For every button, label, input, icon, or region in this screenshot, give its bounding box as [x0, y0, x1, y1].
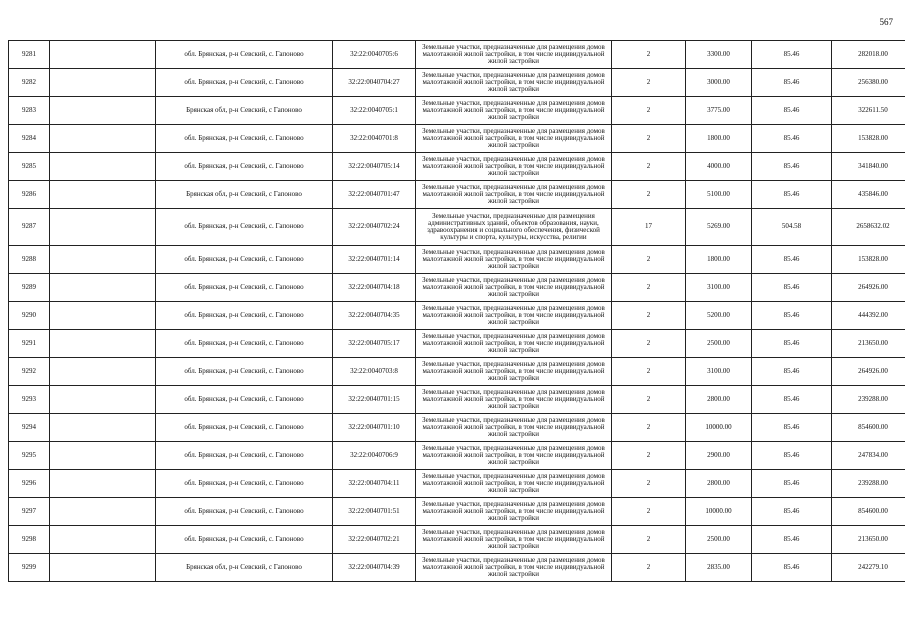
- land-use-cell: Земельные участки, предназначенные для размещения домов малоэтажной жилой застройки, в том числе индивидуальной жилой застройки: [416, 442, 612, 470]
- cadastral-number-cell: 32:22:0040705:6: [333, 41, 416, 69]
- table-row: [9, 97, 905, 125]
- table-row: [9, 526, 905, 554]
- row-number-cell: 9296: [9, 470, 50, 498]
- specific-value-cell: 85.46: [752, 526, 832, 554]
- row-number-cell: 9287: [9, 209, 50, 246]
- cadastral-number-cell: 32:22:0040701:8: [333, 125, 416, 153]
- specific-value-cell: 85.46: [752, 470, 832, 498]
- empty-cell: [50, 97, 156, 125]
- land-use-cell: Земельные участки, предназначенные для размещения домов малоэтажной жилой застройки, в том числе индивидуальной жилой застройки: [416, 274, 612, 302]
- land-use-cell: Земельные участки, предназначенные для размещения домов малоэтажной жилой застройки, в том числе индивидуальной жилой застройки: [416, 330, 612, 358]
- table-row: [9, 209, 905, 246]
- area-cell: 1800.00: [686, 246, 752, 274]
- cadastral-number-cell: 32:22:0040704:39: [333, 554, 416, 582]
- cadastral-value-cell: 213650.00: [832, 526, 905, 554]
- use-group-cell: 2: [612, 526, 686, 554]
- page-number: 567: [879, 17, 893, 27]
- specific-value-cell: 85.46: [752, 498, 832, 526]
- area-cell: 3775.00: [686, 97, 752, 125]
- row-number-cell: 9281: [9, 41, 50, 69]
- specific-value-cell: 504.58: [752, 209, 832, 246]
- land-use-cell: Земельные участки, предназначенные для размещения административных зданий, объектов образования, науки, здравоохранения и социального обеспечения, физической культуры и спорта, культуры, искусства, религии: [416, 209, 612, 246]
- cadastral-value-cell: 247834.00: [832, 442, 905, 470]
- table-row: [9, 153, 905, 181]
- specific-value-cell: 85.46: [752, 69, 832, 97]
- address-cell: обл. Брянская, р-н Севский, с. Гапоново: [156, 330, 333, 358]
- empty-cell: [50, 302, 156, 330]
- specific-value-cell: 85.46: [752, 554, 832, 582]
- use-group-cell: 2: [612, 386, 686, 414]
- cadastral-value-cell: 341840.00: [832, 153, 905, 181]
- specific-value-cell: 85.46: [752, 330, 832, 358]
- cadastral-number-cell: 32:22:0040701:47: [333, 181, 416, 209]
- cadastral-number-cell: 32:22:0040704:18: [333, 274, 416, 302]
- cadastral-number-cell: 32:22:0040701:51: [333, 498, 416, 526]
- table-row: [9, 442, 905, 470]
- row-number-cell: 9298: [9, 526, 50, 554]
- area-cell: 5100.00: [686, 181, 752, 209]
- specific-value-cell: 85.46: [752, 442, 832, 470]
- area-cell: 2800.00: [686, 470, 752, 498]
- area-cell: 2500.00: [686, 526, 752, 554]
- land-use-cell: Земельные участки, предназначенные для размещения домов малоэтажной жилой застройки, в том числе индивидуальной жилой застройки: [416, 97, 612, 125]
- address-cell: обл. Брянская, р-н Севский, с. Гапоново: [156, 153, 333, 181]
- specific-value-cell: 85.46: [752, 125, 832, 153]
- area-cell: 10000.00: [686, 498, 752, 526]
- address-cell: Брянская обл, р-н Севский, с Гапоново: [156, 97, 333, 125]
- cadastral-value-cell: 242279.10: [832, 554, 905, 582]
- cadastral-value-cell: 854600.00: [832, 498, 905, 526]
- land-use-cell: Земельные участки, предназначенные для размещения домов малоэтажной жилой застройки, в том числе индивидуальной жилой застройки: [416, 554, 612, 582]
- table-row: [9, 302, 905, 330]
- cadastral-value-cell: 213650.00: [832, 330, 905, 358]
- specific-value-cell: 85.46: [752, 358, 832, 386]
- address-cell: Брянская обл, р-н Севский, с Гапоново: [156, 181, 333, 209]
- address-cell: обл. Брянская, р-н Севский, с. Гапоново: [156, 302, 333, 330]
- row-number-cell: 9286: [9, 181, 50, 209]
- area-cell: 3100.00: [686, 358, 752, 386]
- cadastral-value-cell: 282018.00: [832, 41, 905, 69]
- table-row: [9, 358, 905, 386]
- row-number-cell: 9282: [9, 69, 50, 97]
- use-group-cell: 2: [612, 358, 686, 386]
- row-number-cell: 9295: [9, 442, 50, 470]
- cadastral-number-cell: 32:22:0040701:10: [333, 414, 416, 442]
- use-group-cell: 2: [612, 153, 686, 181]
- specific-value-cell: 85.46: [752, 153, 832, 181]
- row-number-cell: 9285: [9, 153, 50, 181]
- table-row: [9, 330, 905, 358]
- row-number-cell: 9293: [9, 386, 50, 414]
- empty-cell: [50, 498, 156, 526]
- table-row: [9, 69, 905, 97]
- use-group-cell: 2: [612, 69, 686, 97]
- address-cell: обл. Брянская, р-н Севский, с. Гапоново: [156, 386, 333, 414]
- specific-value-cell: 85.46: [752, 97, 832, 125]
- area-cell: 3300.00: [686, 41, 752, 69]
- cadastral-number-cell: 32:22:0040705:1: [333, 97, 416, 125]
- address-cell: обл. Брянская, р-н Севский, с. Гапоново: [156, 414, 333, 442]
- cadastral-value-cell: 2658632.02: [832, 209, 905, 246]
- empty-cell: [50, 414, 156, 442]
- empty-cell: [50, 554, 156, 582]
- table-row: [9, 498, 905, 526]
- use-group-cell: 2: [612, 470, 686, 498]
- cadastral-number-cell: 32:22:0040706:9: [333, 442, 416, 470]
- empty-cell: [50, 181, 156, 209]
- cadastral-value-cell: 854600.00: [832, 414, 905, 442]
- row-number-cell: 9290: [9, 302, 50, 330]
- area-cell: 3100.00: [686, 274, 752, 302]
- land-use-cell: Земельные участки, предназначенные для размещения домов малоэтажной жилой застройки, в том числе индивидуальной жилой застройки: [416, 414, 612, 442]
- table-row: [9, 386, 905, 414]
- use-group-cell: 2: [612, 97, 686, 125]
- empty-cell: [50, 358, 156, 386]
- specific-value-cell: 85.46: [752, 414, 832, 442]
- row-number-cell: 9291: [9, 330, 50, 358]
- use-group-cell: 2: [612, 498, 686, 526]
- land-use-cell: Земельные участки, предназначенные для размещения домов малоэтажной жилой застройки, в том числе индивидуальной жилой застройки: [416, 386, 612, 414]
- cadastral-number-cell: 32:22:0040705:14: [333, 153, 416, 181]
- cadastral-number-cell: 32:22:0040701:14: [333, 246, 416, 274]
- area-cell: 10000.00: [686, 414, 752, 442]
- address-cell: обл. Брянская, р-н Севский, с. Гапоново: [156, 470, 333, 498]
- specific-value-cell: 85.46: [752, 386, 832, 414]
- table-body: [9, 41, 905, 582]
- cadastral-number-cell: 32:22:0040701:15: [333, 386, 416, 414]
- area-cell: 2800.00: [686, 386, 752, 414]
- address-cell: обл. Брянская, р-н Севский, с. Гапоново: [156, 498, 333, 526]
- empty-cell: [50, 386, 156, 414]
- use-group-cell: 2: [612, 302, 686, 330]
- empty-cell: [50, 246, 156, 274]
- empty-cell: [50, 125, 156, 153]
- empty-cell: [50, 274, 156, 302]
- empty-cell: [50, 470, 156, 498]
- specific-value-cell: 85.46: [752, 246, 832, 274]
- land-use-cell: Земельные участки, предназначенные для размещения домов малоэтажной жилой застройки, в том числе индивидуальной жилой застройки: [416, 153, 612, 181]
- address-cell: обл. Брянская, р-н Севский, с. Гапоново: [156, 209, 333, 246]
- cadastral-value-cell: 264926.00: [832, 358, 905, 386]
- table-row: [9, 274, 905, 302]
- use-group-cell: 2: [612, 554, 686, 582]
- land-use-cell: Земельные участки, предназначенные для размещения домов малоэтажной жилой застройки, в том числе индивидуальной жилой застройки: [416, 69, 612, 97]
- address-cell: обл. Брянская, р-н Севский, с. Гапоново: [156, 246, 333, 274]
- cadastral-value-cell: 239288.00: [832, 470, 905, 498]
- area-cell: 1800.00: [686, 125, 752, 153]
- table-row: [9, 414, 905, 442]
- use-group-cell: 2: [612, 414, 686, 442]
- cadastral-number-cell: 32:22:0040702:24: [333, 209, 416, 246]
- address-cell: обл. Брянская, р-н Севский, с. Гапоново: [156, 274, 333, 302]
- row-number-cell: 9288: [9, 246, 50, 274]
- land-registry-table: [8, 40, 905, 582]
- area-cell: 2835.00: [686, 554, 752, 582]
- use-group-cell: 2: [612, 41, 686, 69]
- table-row: [9, 246, 905, 274]
- row-number-cell: 9283: [9, 97, 50, 125]
- empty-cell: [50, 526, 156, 554]
- land-use-cell: Земельные участки, предназначенные для размещения домов малоэтажной жилой застройки, в том числе индивидуальной жилой застройки: [416, 302, 612, 330]
- address-cell: Брянская обл, р-н Севский, с Гапоново: [156, 554, 333, 582]
- cadastral-number-cell: 32:22:0040704:11: [333, 470, 416, 498]
- cadastral-number-cell: 32:22:0040705:17: [333, 330, 416, 358]
- row-number-cell: 9297: [9, 498, 50, 526]
- specific-value-cell: 85.46: [752, 274, 832, 302]
- specific-value-cell: 85.46: [752, 41, 832, 69]
- cadastral-value-cell: 322611.50: [832, 97, 905, 125]
- address-cell: обл. Брянская, р-н Севский, с. Гапоново: [156, 442, 333, 470]
- use-group-cell: 2: [612, 330, 686, 358]
- cadastral-number-cell: 32:22:0040704:27: [333, 69, 416, 97]
- use-group-cell: 2: [612, 274, 686, 302]
- row-number-cell: 9292: [9, 358, 50, 386]
- address-cell: обл. Брянская, р-н Севский, с. Гапоново: [156, 358, 333, 386]
- cadastral-value-cell: 256380.00: [832, 69, 905, 97]
- land-use-cell: Земельные участки, предназначенные для размещения домов малоэтажной жилой застройки, в том числе индивидуальной жилой застройки: [416, 470, 612, 498]
- use-group-cell: 2: [612, 442, 686, 470]
- area-cell: 2900.00: [686, 442, 752, 470]
- land-use-cell: Земельные участки, предназначенные для размещения домов малоэтажной жилой застройки, в том числе индивидуальной жилой застройки: [416, 41, 612, 69]
- empty-cell: [50, 41, 156, 69]
- specific-value-cell: 85.46: [752, 302, 832, 330]
- cadastral-value-cell: 153828.00: [832, 125, 905, 153]
- specific-value-cell: 85.46: [752, 181, 832, 209]
- empty-cell: [50, 330, 156, 358]
- row-number-cell: 9294: [9, 414, 50, 442]
- cadastral-number-cell: 32:22:0040704:35: [333, 302, 416, 330]
- address-cell: обл. Брянская, р-н Севский, с. Гапоново: [156, 69, 333, 97]
- cadastral-number-cell: 32:22:0040702:21: [333, 526, 416, 554]
- land-use-cell: Земельные участки, предназначенные для размещения домов малоэтажной жилой застройки, в том числе индивидуальной жилой застройки: [416, 246, 612, 274]
- empty-cell: [50, 209, 156, 246]
- use-group-cell: 2: [612, 181, 686, 209]
- table-row: [9, 41, 905, 69]
- area-cell: 5200.00: [686, 302, 752, 330]
- row-number-cell: 9284: [9, 125, 50, 153]
- table-row: [9, 470, 905, 498]
- row-number-cell: 9289: [9, 274, 50, 302]
- land-use-cell: Земельные участки, предназначенные для размещения домов малоэтажной жилой застройки, в том числе индивидуальной жилой застройки: [416, 181, 612, 209]
- address-cell: обл. Брянская, р-н Севский, с. Гапоново: [156, 526, 333, 554]
- area-cell: 4000.00: [686, 153, 752, 181]
- table-row: [9, 125, 905, 153]
- address-cell: обл. Брянская, р-н Севский, с. Гапоново: [156, 41, 333, 69]
- address-cell: обл. Брянская, р-н Севский, с. Гапоново: [156, 125, 333, 153]
- row-number-cell: 9299: [9, 554, 50, 582]
- cadastral-value-cell: 264926.00: [832, 274, 905, 302]
- use-group-cell: 2: [612, 246, 686, 274]
- cadastral-value-cell: 153828.00: [832, 246, 905, 274]
- area-cell: 3000.00: [686, 69, 752, 97]
- cadastral-value-cell: 239288.00: [832, 386, 905, 414]
- use-group-cell: 17: [612, 209, 686, 246]
- cadastral-number-cell: 32:22:0040703:8: [333, 358, 416, 386]
- table-row: [9, 181, 905, 209]
- land-use-cell: Земельные участки, предназначенные для размещения домов малоэтажной жилой застройки, в том числе индивидуальной жилой застройки: [416, 358, 612, 386]
- empty-cell: [50, 153, 156, 181]
- land-use-cell: Земельные участки, предназначенные для размещения домов малоэтажной жилой застройки, в том числе индивидуальной жилой застройки: [416, 526, 612, 554]
- cadastral-value-cell: 444392.00: [832, 302, 905, 330]
- land-use-cell: Земельные участки, предназначенные для размещения домов малоэтажной жилой застройки, в том числе индивидуальной жилой застройки: [416, 498, 612, 526]
- cadastral-value-cell: 435846.00: [832, 181, 905, 209]
- area-cell: 2500.00: [686, 330, 752, 358]
- area-cell: 5269.00: [686, 209, 752, 246]
- land-use-cell: Земельные участки, предназначенные для размещения домов малоэтажной жилой застройки, в том числе индивидуальной жилой застройки: [416, 125, 612, 153]
- table-row: [9, 554, 905, 582]
- empty-cell: [50, 442, 156, 470]
- use-group-cell: 2: [612, 125, 686, 153]
- empty-cell: [50, 69, 156, 97]
